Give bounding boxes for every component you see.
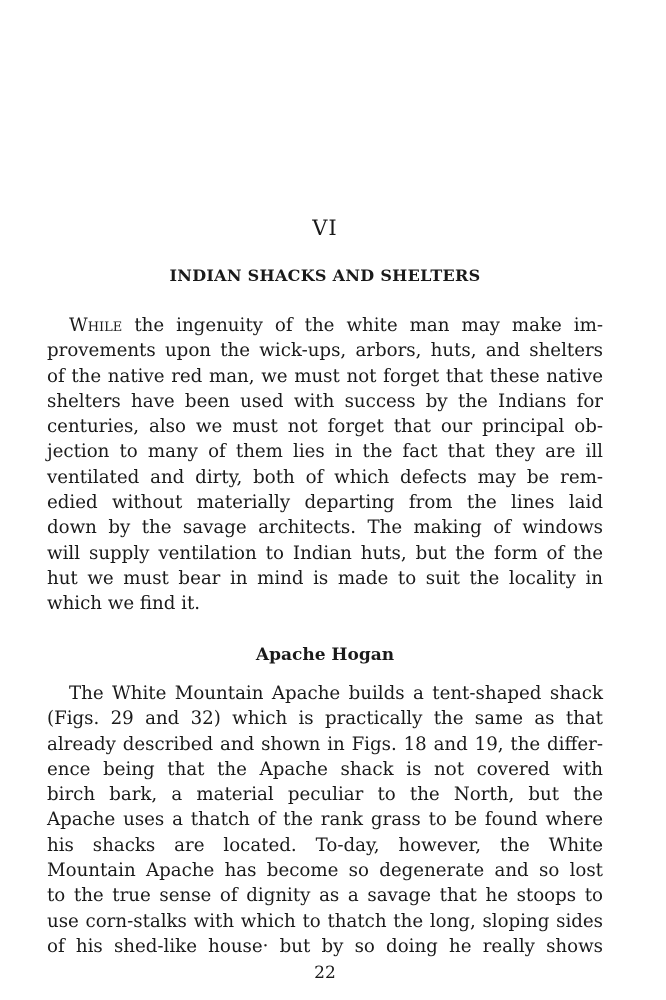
text-line: will supply ventilation to Indian huts, but the form of the bbox=[47, 542, 603, 564]
paragraph-apache-hogan bbox=[47, 681, 603, 959]
text-line: use corn-stalks with which to thatch the long, sloping sides bbox=[47, 910, 603, 932]
book-page bbox=[47, 0, 603, 1000]
paragraph-intro bbox=[47, 313, 603, 617]
text-line: While the ingenuity of the white man may make im- bbox=[69, 315, 603, 336]
text-line: hut we must bear in mind is made to suit the locality in bbox=[47, 567, 603, 589]
drop-word: While bbox=[69, 315, 123, 336]
text-line: provements upon the wick-ups, arbors, huts, and shelters bbox=[47, 340, 603, 362]
text-line: edied without materially departing from the lines laid bbox=[47, 492, 603, 514]
text-line: his shacks are located. To-day, however, the White bbox=[47, 834, 603, 856]
text-line: down by the savage architects. The making of windows bbox=[47, 517, 603, 539]
text-line: already described and shown in Figs. 18 and 19, the differ- bbox=[47, 733, 603, 755]
text-line: Mountain Apache has become so degenerate and so lost bbox=[47, 860, 603, 882]
text-line: ventilated and dirty, both of which defects may be rem- bbox=[47, 466, 603, 488]
text-line: birch bark, a material peculiar to the North, but the bbox=[47, 784, 603, 806]
page-number: 22 bbox=[314, 963, 336, 983]
text-line: which we find it. bbox=[47, 593, 201, 615]
text-line: of his shed-like house· but by so doing he really shows bbox=[47, 935, 603, 957]
text-line: The White Mountain Apache builds a tent-shaped shack bbox=[69, 683, 603, 704]
text-line: centuries, also we must not forget that our principal ob- bbox=[47, 416, 603, 438]
chapter-number: VI bbox=[312, 216, 338, 240]
chapter-title: INDIAN SHACKS AND SHELTERS bbox=[169, 266, 481, 285]
text-line: Apache uses a thatch of the rank grass to be found where bbox=[47, 809, 603, 831]
text-line: shelters have been used with success by the Indians for bbox=[47, 390, 603, 412]
text-line: ence being that the Apache shack is not covered with bbox=[47, 758, 603, 780]
text-line: of the native red man, we must not forget that these native bbox=[47, 365, 603, 387]
text-line: jection to many of them lies in the fact that they are ill bbox=[47, 441, 603, 463]
text-line: to the true sense of dignity as a savage that he stoops to bbox=[47, 885, 603, 907]
text-line: (Figs. 29 and 32) which is practically the same as that bbox=[47, 708, 603, 730]
section-heading: Apache Hogan bbox=[255, 645, 395, 665]
